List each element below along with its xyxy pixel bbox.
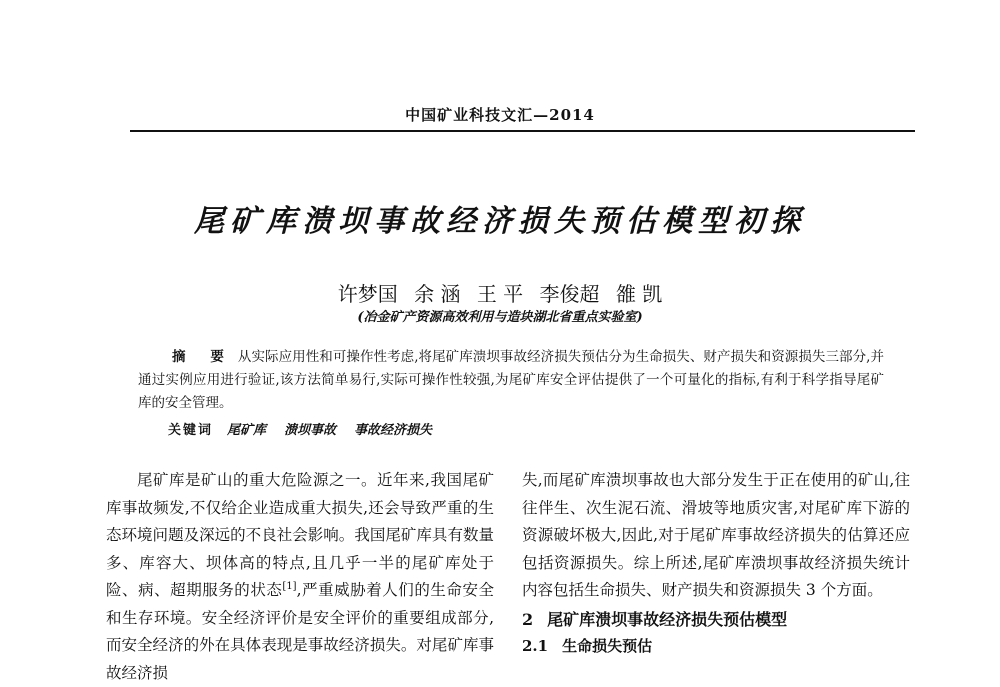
author: 余 涵	[414, 282, 461, 306]
keyword: 尾矿库	[227, 423, 267, 438]
keyword: 溃坝事故	[284, 423, 337, 438]
keywords	[168, 419, 450, 438]
abstract-label: 摘 要	[172, 349, 234, 365]
intro-text: 尾矿库是矿山的重大危险源之一。近年来,我国尾矿库事故频发,不仅给企业造成重大损失,还会导致严重的生态环境问题及深远的不良社会影响。我国尾矿库具有数量多、库容大、坝体高的特点,且几乎一半的尾矿库处于险、病、超期服务的状态	[106, 471, 494, 599]
author-list	[0, 278, 1000, 307]
paragraph-continued: 失,而尾矿库溃坝事故也大部分发生于正在使用的矿山,往往伴生、次生泥石流、滑坡等地质灾害,对尾矿库下游的资源破坏极大,因此,对于尾矿库事故经济损失的估算还应包括资源损失。综上所述,尾矿库溃坝事故经济损失统计内容包括生命损失、财产损失和资源损失 3 个方面。	[522, 471, 910, 599]
affiliation: (冶金矿产资源高效利用与造块湖北省重点实验室)	[357, 310, 643, 325]
section-number: 2	[522, 609, 534, 629]
intro-paragraph	[106, 467, 494, 687]
citation-ref: [1]	[282, 580, 297, 592]
keywords-label: 关键词	[168, 423, 214, 438]
author: 李俊超	[539, 282, 600, 306]
keyword: 事故经济损失	[354, 423, 433, 438]
subsection-title: 生命损失预估	[562, 636, 653, 655]
header-rule	[130, 130, 915, 132]
subsection-heading	[522, 633, 910, 659]
running-header: 中国矿业科技文汇—2014	[405, 106, 595, 124]
body-column-left	[106, 467, 494, 687]
body-column-right	[522, 467, 910, 659]
abstract-text: 从实际应用性和可操作性考虑,将尾矿库溃坝事故经济损失预估分为生命损失、财产损失和资源损失三部分,并通过实例应用进行验证,该方法简单易行,实际可操作性较强,为尾矿库安全评估提供了一个可量化的指标,有利于科学指导尾矿库的安全管理。	[138, 349, 884, 411]
section-title: 尾矿库溃坝事故经济损失预估模型	[547, 609, 788, 629]
paper-title: 尾矿库溃坝事故经济损失预估模型初探	[194, 204, 806, 239]
abstract	[138, 346, 884, 415]
author: 王 平	[476, 282, 524, 306]
intro-text-continued: ,严重威胁着人们的生命安全和生存环境。安全经济评价是安全评价的重要组成部分,而安全经济的外在具体表现是事故经济损失。对尾矿库事故经济损	[106, 581, 494, 682]
subsection-number: 2.1	[522, 636, 549, 655]
author: 雒 凯	[615, 282, 663, 306]
section-heading	[522, 606, 910, 633]
author: 许梦国	[337, 282, 398, 306]
